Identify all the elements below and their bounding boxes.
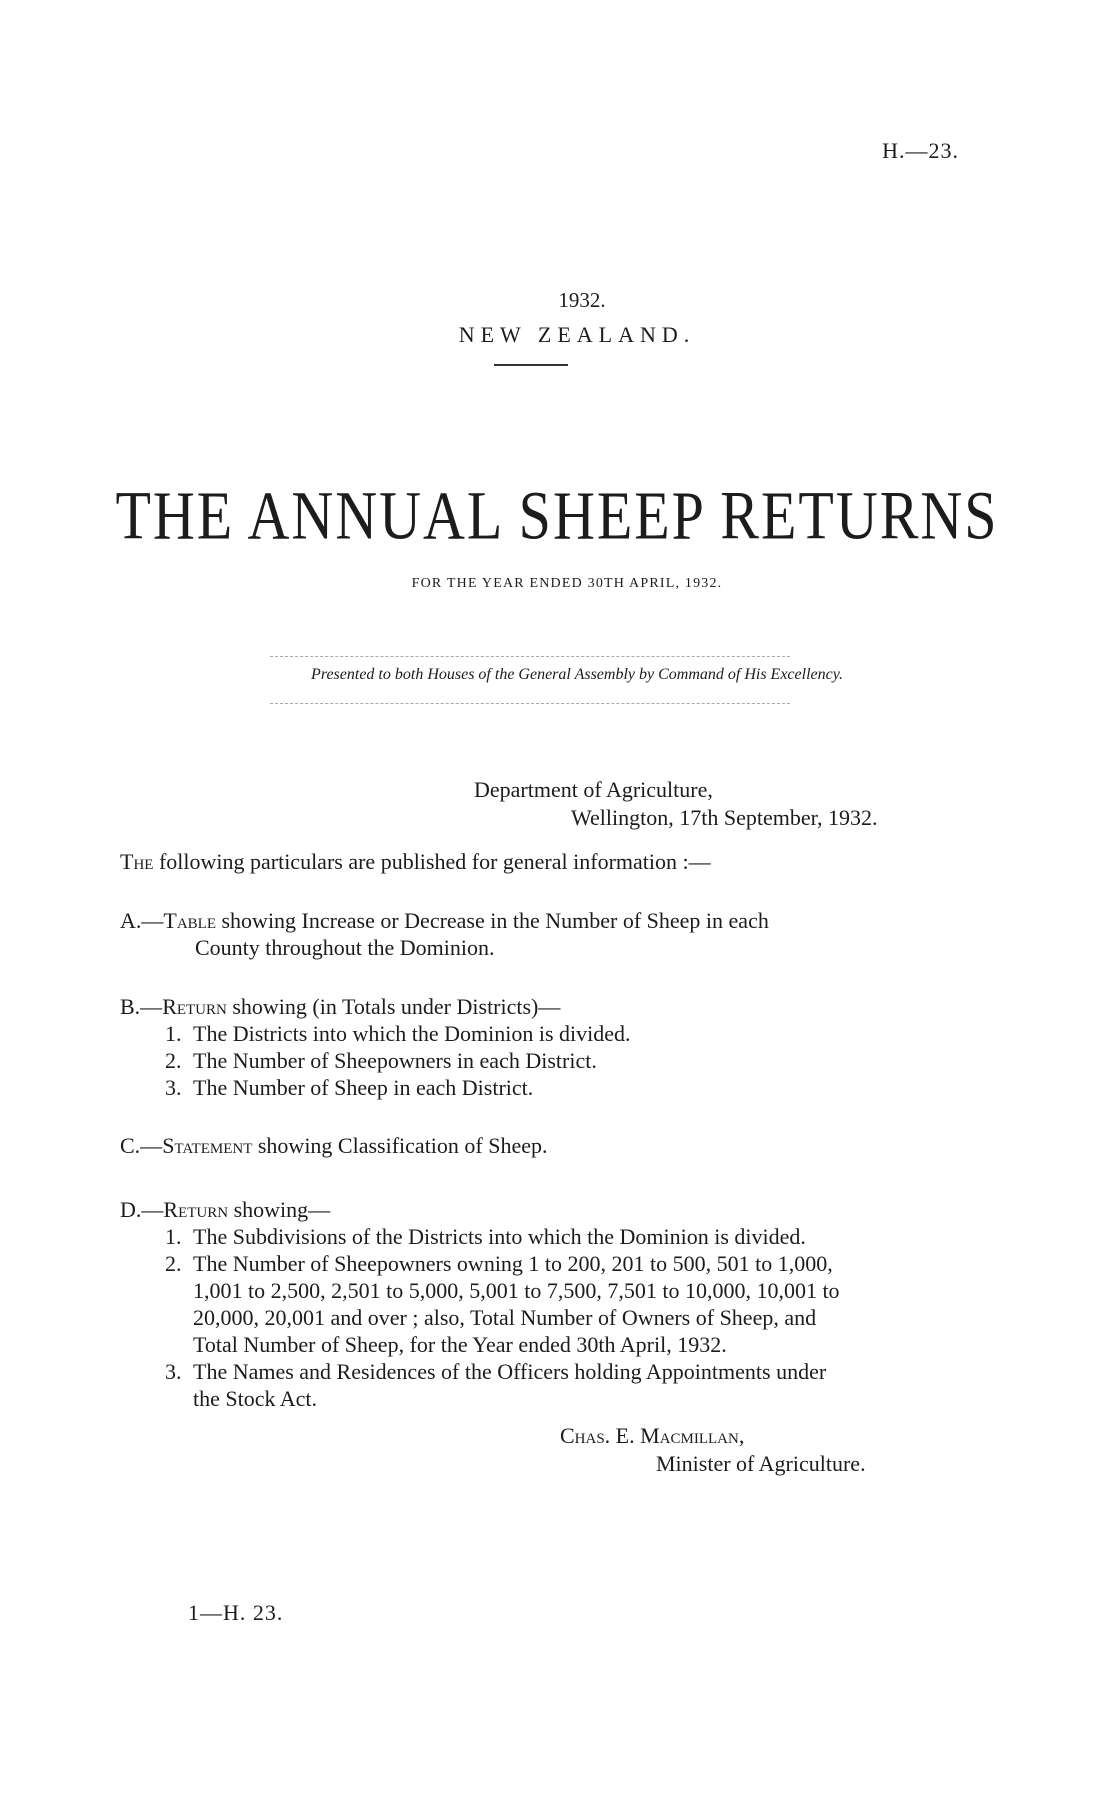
list-item-number: 1. bbox=[165, 1021, 182, 1046]
department-location-date: Wellington, 17th September, 1932. bbox=[571, 805, 878, 830]
list-item-text: The Number of Sheepowners in each District. bbox=[193, 1048, 597, 1073]
section-a-prefix: A.— bbox=[120, 908, 164, 933]
list-item bbox=[120, 1358, 960, 1385]
list-item-continuation: the Stock Act. bbox=[193, 1386, 318, 1411]
section-a-lead: Table bbox=[163, 908, 216, 933]
section-b-prefix: B.— bbox=[120, 994, 163, 1019]
signatory-name: Chas. E. Macmillan, bbox=[560, 1423, 745, 1448]
section-d-text: showing— bbox=[228, 1197, 331, 1222]
section-d bbox=[120, 1196, 960, 1412]
list-item-text: The Number of Sheep in each District. bbox=[193, 1075, 534, 1100]
footer-page-reference: 1—H. 23. bbox=[188, 1600, 284, 1625]
list-item-continuation: 1,001 to 2,500, 2,501 to 5,000, 5,001 to 7,500, 7,501 to 10,000, 10,001 to bbox=[193, 1278, 840, 1303]
presented-rule-top bbox=[270, 656, 790, 657]
section-c-prefix: C.— bbox=[120, 1133, 163, 1158]
list-item-text: The Names and Residences of the Officers holding Appointments under bbox=[193, 1359, 827, 1384]
section-d-prefix: D.— bbox=[120, 1197, 164, 1222]
intro-text: following particulars are published for general information :— bbox=[153, 849, 711, 874]
page-subtitle: FOR THE YEAR ENDED 30TH APRIL, 1932. bbox=[411, 576, 723, 591]
list-item bbox=[120, 1250, 960, 1277]
list-item-number: 2. bbox=[165, 1251, 182, 1276]
list-item-number: 1. bbox=[165, 1224, 182, 1249]
list-item bbox=[120, 1020, 960, 1047]
list-item-continuation: 20,000, 20,001 and over ; also, Total Number of Owners of Sheep, and bbox=[193, 1305, 817, 1330]
page-reference: H.—23. bbox=[882, 138, 959, 163]
list-item-text: The Subdivisions of the Districts into which the Dominion is divided. bbox=[193, 1224, 806, 1249]
section-a bbox=[120, 907, 960, 961]
list-item bbox=[120, 1223, 960, 1250]
section-d-lead: Return bbox=[163, 1197, 229, 1222]
list-item-number: 3. bbox=[165, 1359, 182, 1384]
presented-rule-bottom bbox=[270, 703, 790, 704]
department-name: Department of Agriculture, bbox=[474, 777, 713, 802]
list-item-text: The Number of Sheepowners owning 1 to 200, 201 to 500, 501 to 1,000, bbox=[193, 1251, 833, 1276]
signatory-title: Minister of Agriculture. bbox=[656, 1451, 866, 1476]
section-a-text: showing Increase or Decrease in the Number of Sheep in each bbox=[216, 908, 769, 933]
list-item-number: 3. bbox=[165, 1075, 182, 1100]
intro-paragraph bbox=[120, 848, 711, 875]
section-a-continuation: County throughout the Dominion. bbox=[195, 935, 495, 960]
section-c-text: showing Classification of Sheep. bbox=[252, 1133, 548, 1158]
list-item-number: 2. bbox=[165, 1048, 182, 1073]
list-item bbox=[120, 1047, 960, 1074]
intro-lead: The bbox=[120, 849, 154, 874]
list-item bbox=[120, 1074, 960, 1101]
section-b bbox=[120, 993, 960, 1101]
page-title: THE ANNUAL SHEEP RETURNS bbox=[115, 477, 999, 554]
section-c-lead: Statement bbox=[162, 1133, 253, 1158]
section-b-text: showing (in Totals under Districts)— bbox=[226, 994, 561, 1019]
title-divider bbox=[494, 364, 568, 366]
list-item-continuation: Total Number of Sheep, for the Year ended 30th April, 1932. bbox=[193, 1332, 727, 1357]
section-c bbox=[120, 1132, 960, 1159]
section-b-lead: Return bbox=[162, 994, 227, 1019]
document-year: 1932. bbox=[558, 288, 606, 312]
country-heading: NEW ZEALAND. bbox=[458, 322, 696, 347]
list-item-text: The Districts into which the Dominion is divided. bbox=[193, 1021, 631, 1046]
presented-note: Presented to both Houses of the General Assembly by Command of His Excellency. bbox=[311, 666, 843, 683]
